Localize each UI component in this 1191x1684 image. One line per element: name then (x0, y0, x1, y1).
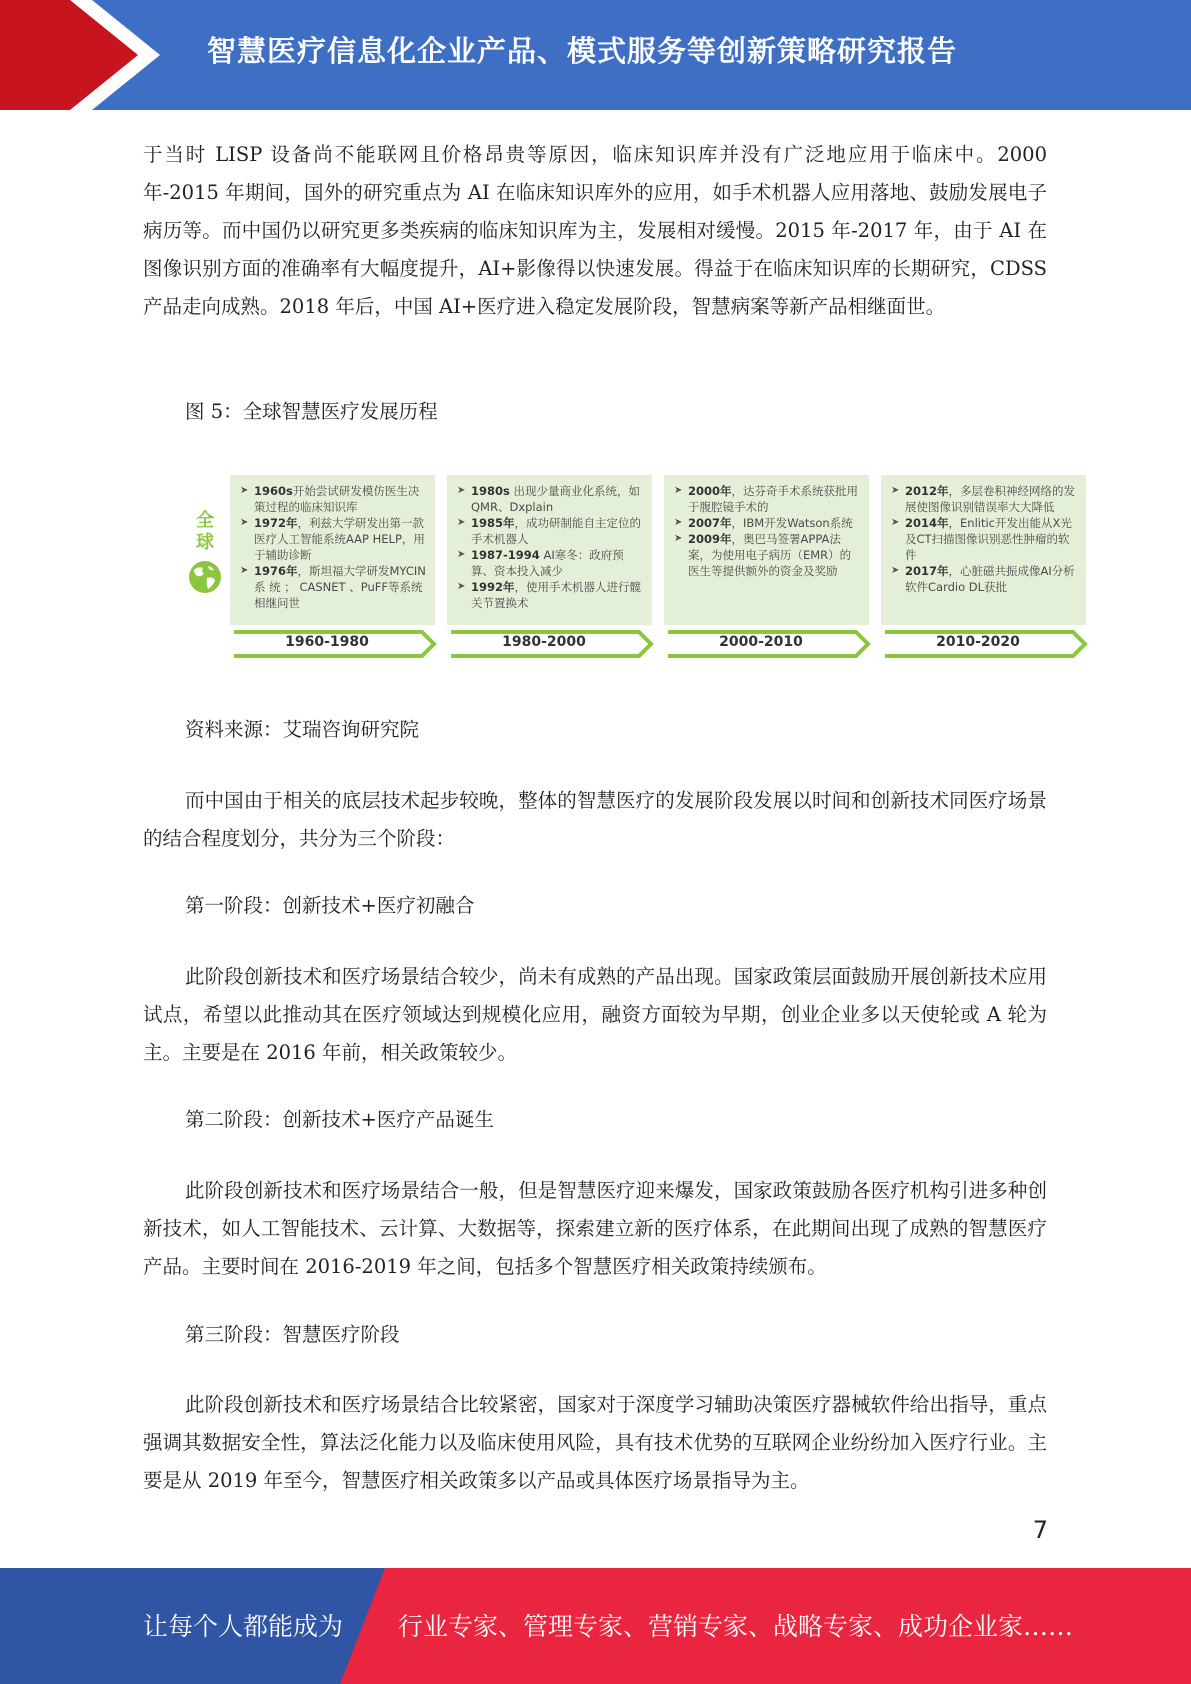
timeline-event-list (457, 483, 644, 611)
timeline-event (457, 483, 644, 515)
event-text: 开始尝试研发模仿医生决策过程的临床知识库 (254, 484, 420, 514)
event-text: ，达芬奇手术系统获批用于腹腔镜手术的 (688, 484, 859, 514)
global-label: 全球 (196, 510, 214, 553)
timeline-event (891, 483, 1078, 515)
page-header (0, 0, 1191, 110)
timeline-event (240, 563, 427, 611)
timeline-event (457, 579, 644, 611)
timeline-panel (881, 475, 1086, 625)
event-text: ，Enlitic开发出能从X光及CT扫描图像识别恶性肿瘤的软件 (905, 516, 1072, 562)
timeline-period-label: 1980-2000 (502, 634, 586, 650)
event-text: 出现少量商业化系统，如QMR、Dxplain (471, 484, 641, 514)
timeline-panel (447, 475, 652, 625)
stage1-title: 第一阶段：创新技术+医疗初融合 (185, 894, 475, 917)
figure-caption: 图 5：全球智慧医疗发展历程 (185, 400, 438, 423)
event-text: ，成功研制能自主定位的手术机器人 (471, 516, 642, 546)
event-text: ，利兹大学研发出第一款医疗人工智能系统AAP HELP，用于辅助诊断 (254, 516, 425, 562)
event-year: 2009年 (688, 532, 732, 546)
timeline-event (457, 515, 644, 547)
event-year: 1987-1994 (471, 548, 540, 562)
timeline-event-list (674, 483, 861, 579)
event-year: 1980s (471, 484, 510, 498)
event-year: 1976年 (254, 564, 298, 578)
event-text: ，奥巴马签署APPA法案，为使用电子病历（EMR）的医生等提供额外的资金及奖励 (688, 532, 852, 578)
event-year: 2007年 (688, 516, 732, 530)
paragraph-china-stages: 而中国由于相关的底层技术起步较晚，整体的智慧医疗的发展阶段发展以时间和创新技术同医疗场景的结合程度划分，共分为三个阶段： (143, 789, 1047, 850)
header-red-chevron (0, 0, 140, 110)
timeline-period-label: 1960-1980 (285, 634, 369, 650)
global-timeline-figure (185, 470, 1090, 670)
event-text: ，心脏磁共振成像AI分析软件Cardio DL获批 (905, 564, 1075, 594)
timeline-event (891, 515, 1078, 563)
event-year: 1960s (254, 484, 293, 498)
report-title: 智慧医疗信息化企业产品、模式服务等创新策略研究报告 (207, 34, 958, 68)
stage1-text: 此阶段创新技术和医疗场景结合较少，尚未有成熟的产品出现。国家政策层面鼓励开展创新技术应用试点，希望以此推动其在医疗领域达到规模化应用，融资方面较为早期，创业企业多以天使轮或 A 轮为主。主要是在 2016 年前，相关政策较少。 (143, 965, 1047, 1064)
timeline-event (674, 515, 861, 531)
event-text: ，斯坦福大学研发MYCIN 系 统 ； CASNET 、PuFF等系统相继问世 (254, 564, 426, 610)
event-year: 1985年 (471, 516, 515, 530)
stage2-text: 此阶段创新技术和医疗场景结合一般，但是智慧医疗迎来爆发，国家政策鼓励各医疗机构引进多种创新技术，如人工智能技术、云计算、大数据等，探索建立新的医疗体系，在此期间出现了成熟的智慧医疗产品。主要时间在 2016-2019 年之间，包括多个智慧医疗相关政策持续颁布。 (143, 1179, 1047, 1278)
timeline-event-list (240, 483, 427, 611)
timeline-event (674, 531, 861, 579)
global-label-column (185, 510, 225, 630)
timeline-event (240, 483, 427, 515)
stage3-text: 此阶段创新技术和医疗场景结合比较紧密，国家对于深度学习辅助决策医疗器械软件给出指导，重点强调其数据安全性，算法泛化能力以及临床使用风险，具有技术优势的互联网企业纷纷加入医疗行业。主要是从 2019 年至今，智慧医疗相关政策多以产品或具体医疗场景指导为主。 (143, 1393, 1047, 1492)
timeline-event (891, 563, 1078, 595)
stage3-title: 第三阶段：智慧医疗阶段 (185, 1323, 400, 1346)
timeline-period-label: 2000-2010 (719, 634, 803, 650)
footer-slogan-right: 行业专家、管理专家、营销专家、战略专家、成功企业家…… (398, 1612, 1074, 1641)
event-year: 2017年 (905, 564, 949, 578)
event-text: ，使用手术机器人进行髋关节置换术 (471, 580, 642, 610)
event-year: 2000年 (688, 484, 732, 498)
timeline-panel (230, 475, 435, 625)
event-year: 1972年 (254, 516, 298, 530)
paragraph-history: 于当时 LISP 设备尚不能联网且价格昂贵等原因，临床知识库并没有广泛地应用于临床中。2000 年-2015 年期间，国外的研究重点为 AI 在临床知识库外的应用，如手术机器人应用落地、鼓励发展电子病历等。而中国仍以研究更多类疾病的临床知识库为主，发展相对缓慢。2015 年-2017 年，由于 AI 在图像识别方面的准确率有大幅度提升，AI+影像得以快速发展。得益于在临床知识库的长期研究，CDSS 产品走向成熟。2018 年后，中国 AI+医疗进入稳定发展阶段，智慧病案等新产品相继面世。 (143, 143, 1047, 318)
timeline-event (674, 483, 861, 515)
timeline-panel (664, 475, 869, 625)
stage2-title: 第二阶段：创新技术+医疗产品诞生 (185, 1108, 494, 1131)
event-text: AI寒冬：政府预算、资本投入减少 (471, 548, 624, 578)
timeline-event-list (891, 483, 1078, 595)
page-footer (0, 1568, 1191, 1684)
event-year: 2014年 (905, 516, 949, 530)
globe-icon (188, 560, 222, 594)
page-number: 7 (1032, 1516, 1048, 1544)
timeline-event (240, 515, 427, 563)
event-text: ，IBM开发Watson系统 (731, 516, 853, 530)
timeline-event (457, 547, 644, 579)
event-year: 2012年 (905, 484, 949, 498)
event-text: ，多层卷积神经网络的发展使图像识别错误率大大降低 (905, 484, 1076, 514)
footer-slogan-left: 让每个人都能成为 (143, 1612, 344, 1641)
timeline-period-label: 2010-2020 (936, 634, 1020, 650)
source-note: 资料来源：艾瑞咨询研究院 (185, 718, 420, 741)
event-year: 1992年 (471, 580, 515, 594)
